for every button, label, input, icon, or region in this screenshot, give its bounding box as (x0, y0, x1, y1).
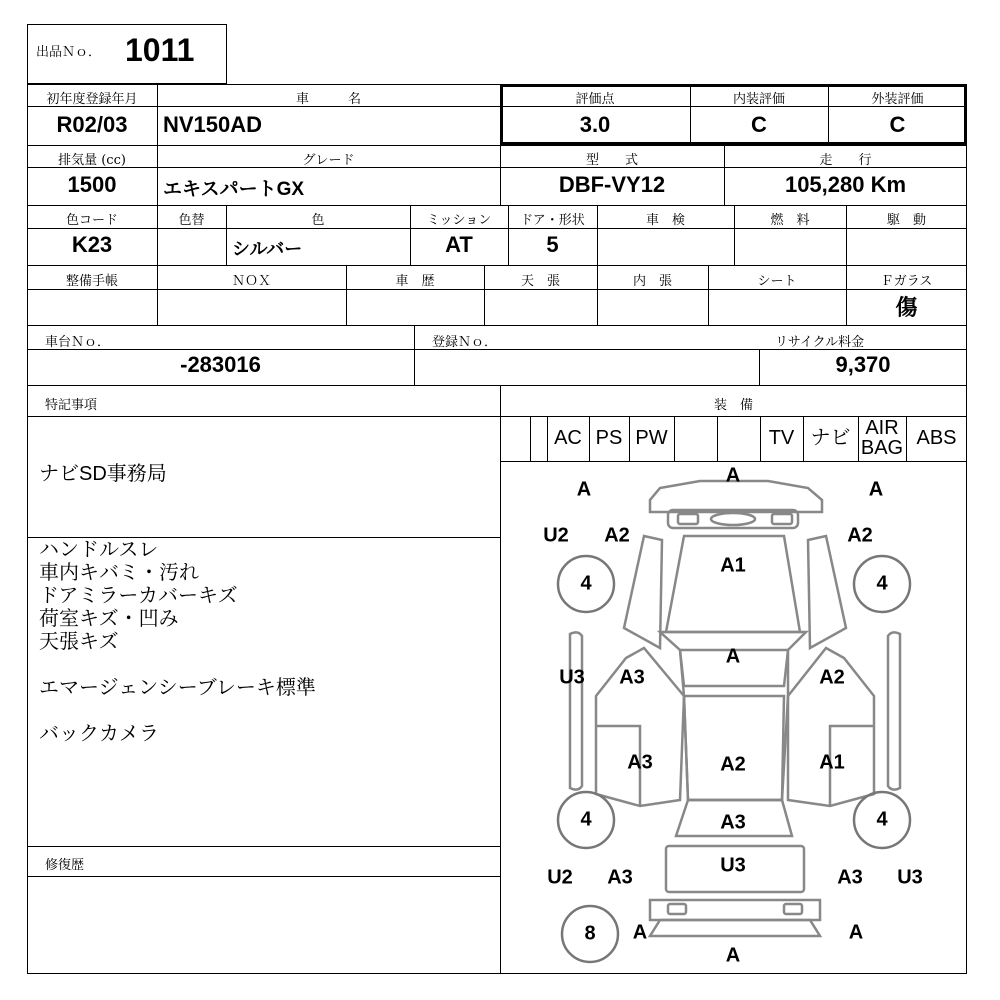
drive-label: 駆 動 (886, 213, 926, 228)
diagram-mark: A (576, 478, 592, 501)
diagram-mark: A (725, 464, 741, 487)
diagram-mark: A (632, 921, 648, 944)
diagram-mark: 4 (876, 572, 888, 595)
diagram-mark: A3 (720, 811, 746, 834)
interior-score-value: C (751, 112, 767, 137)
seat-label: シート (757, 274, 797, 289)
diagram-mark: A (848, 921, 864, 944)
color-value: シルバー (232, 239, 303, 259)
diagram-mark: A3 (619, 666, 645, 689)
diagram-mark: A (725, 645, 741, 668)
diagram-mark: U3 (897, 866, 923, 889)
color-change-label: 色替 (178, 213, 205, 228)
roof-label: 天 張 (520, 274, 560, 289)
diagram-mark: U2 (547, 866, 573, 889)
displacement-value: 1500 (67, 172, 117, 197)
nox-label: ＮＯＸ (231, 274, 271, 289)
car-name-label: 車 名 (295, 92, 361, 107)
notes-line-1: ナビSD事務局 (39, 463, 167, 485)
first-reg-value: R02/03 (56, 112, 128, 137)
diagram-mark: A2 (720, 753, 746, 776)
recycle-value: 9,370 (835, 352, 891, 377)
car-diagram (500, 462, 966, 974)
notes-list: ハンドルスレ 車内キバミ・汚れ ドアミラーカバーキズ 荷室キズ・凹み 天張キズ エマージェンシーブレーキ標準 バックカメラ (39, 539, 316, 745)
maint-book-label: 整備手帳 (65, 274, 118, 289)
registration-label: 登録Ｎｏ． (432, 335, 498, 350)
equipment-item-abs: ABS (916, 427, 957, 449)
color-label: 色 (311, 213, 325, 228)
chassis-label: 車台Ｎｏ． (45, 335, 111, 350)
repair-history-label: 修復歴 (45, 858, 85, 873)
equipment-label: 装 備 (713, 398, 753, 413)
fglass-label: Ｆガラス (880, 274, 933, 289)
score-value: 3.0 (579, 112, 611, 137)
equipment-item-ps: PS (595, 427, 623, 449)
diagram-mark: A2 (819, 666, 845, 689)
diagram-mark: 4 (580, 572, 592, 595)
equipment-item-ac: AC (554, 427, 582, 449)
fuel-label: 燃 料 (770, 213, 810, 228)
diagram-mark: U3 (720, 854, 746, 877)
diagram-mark: A (868, 478, 884, 501)
displacement-label: 排気量 (cc) (58, 153, 126, 168)
notes-label: 特記事項 (45, 398, 98, 413)
model-label: 型 式 (585, 153, 638, 168)
diagram-mark: A3 (607, 866, 633, 889)
chassis-value: -283016 (180, 352, 261, 377)
history-label: 車 歴 (395, 274, 435, 289)
transmission-value: AT (445, 232, 473, 257)
exterior-score-value: C (889, 112, 906, 137)
inspection-label: 車 検 (645, 213, 685, 228)
diagram-mark: A3 (627, 751, 653, 774)
grade-value: エキスパートGX (163, 179, 305, 200)
diagram-mark: A3 (837, 866, 863, 889)
door-label: ドア・形状 (520, 213, 585, 228)
diagram-mark: A2 (604, 524, 630, 547)
interior-lining-label: 内 張 (632, 274, 672, 289)
grade-label: グレード (302, 153, 355, 168)
score-label: 評価点 (575, 92, 615, 107)
color-code-label: 色コード (65, 213, 118, 228)
diagram-mark: A2 (847, 524, 873, 547)
equipment-item-airbag: AIR BAG (860, 417, 904, 459)
equipment-item-pw: PW (635, 427, 668, 449)
model-value: DBF-VY12 (558, 172, 666, 197)
diagram-mark: A1 (819, 751, 845, 774)
diagram-mark: U3 (559, 666, 585, 689)
equipment-item-navi: ナビ (810, 427, 851, 449)
exterior-score-label: 外装評価 (871, 92, 924, 107)
diagram-mark: U2 (543, 524, 569, 547)
first-reg-label: 初年度登録年月 (46, 92, 138, 107)
color-code-value: K23 (71, 232, 113, 257)
diagram-mark: A1 (720, 554, 746, 577)
diagram-mark: 4 (876, 808, 888, 831)
diagram-mark: 4 (580, 808, 592, 831)
diagram-mark: 8 (584, 922, 596, 945)
lot-number: 1011 (125, 32, 195, 68)
car-name-value: NV150AD (163, 112, 263, 137)
interior-score-label: 内装評価 (732, 92, 785, 107)
equipment-item-tv: TV (768, 427, 795, 449)
transmission-label: ミッション (426, 213, 492, 228)
fglass-value: 傷 (895, 295, 918, 321)
diagram-mark: A (725, 944, 741, 967)
door-value: 5 (546, 232, 559, 257)
recycle-label: リサイクル料金 (775, 335, 865, 350)
mileage-value: 105,280 Km (784, 172, 907, 197)
lot-number-label: 出品Ｎｏ． (36, 45, 102, 60)
mileage-label: 走 行 (819, 153, 872, 168)
